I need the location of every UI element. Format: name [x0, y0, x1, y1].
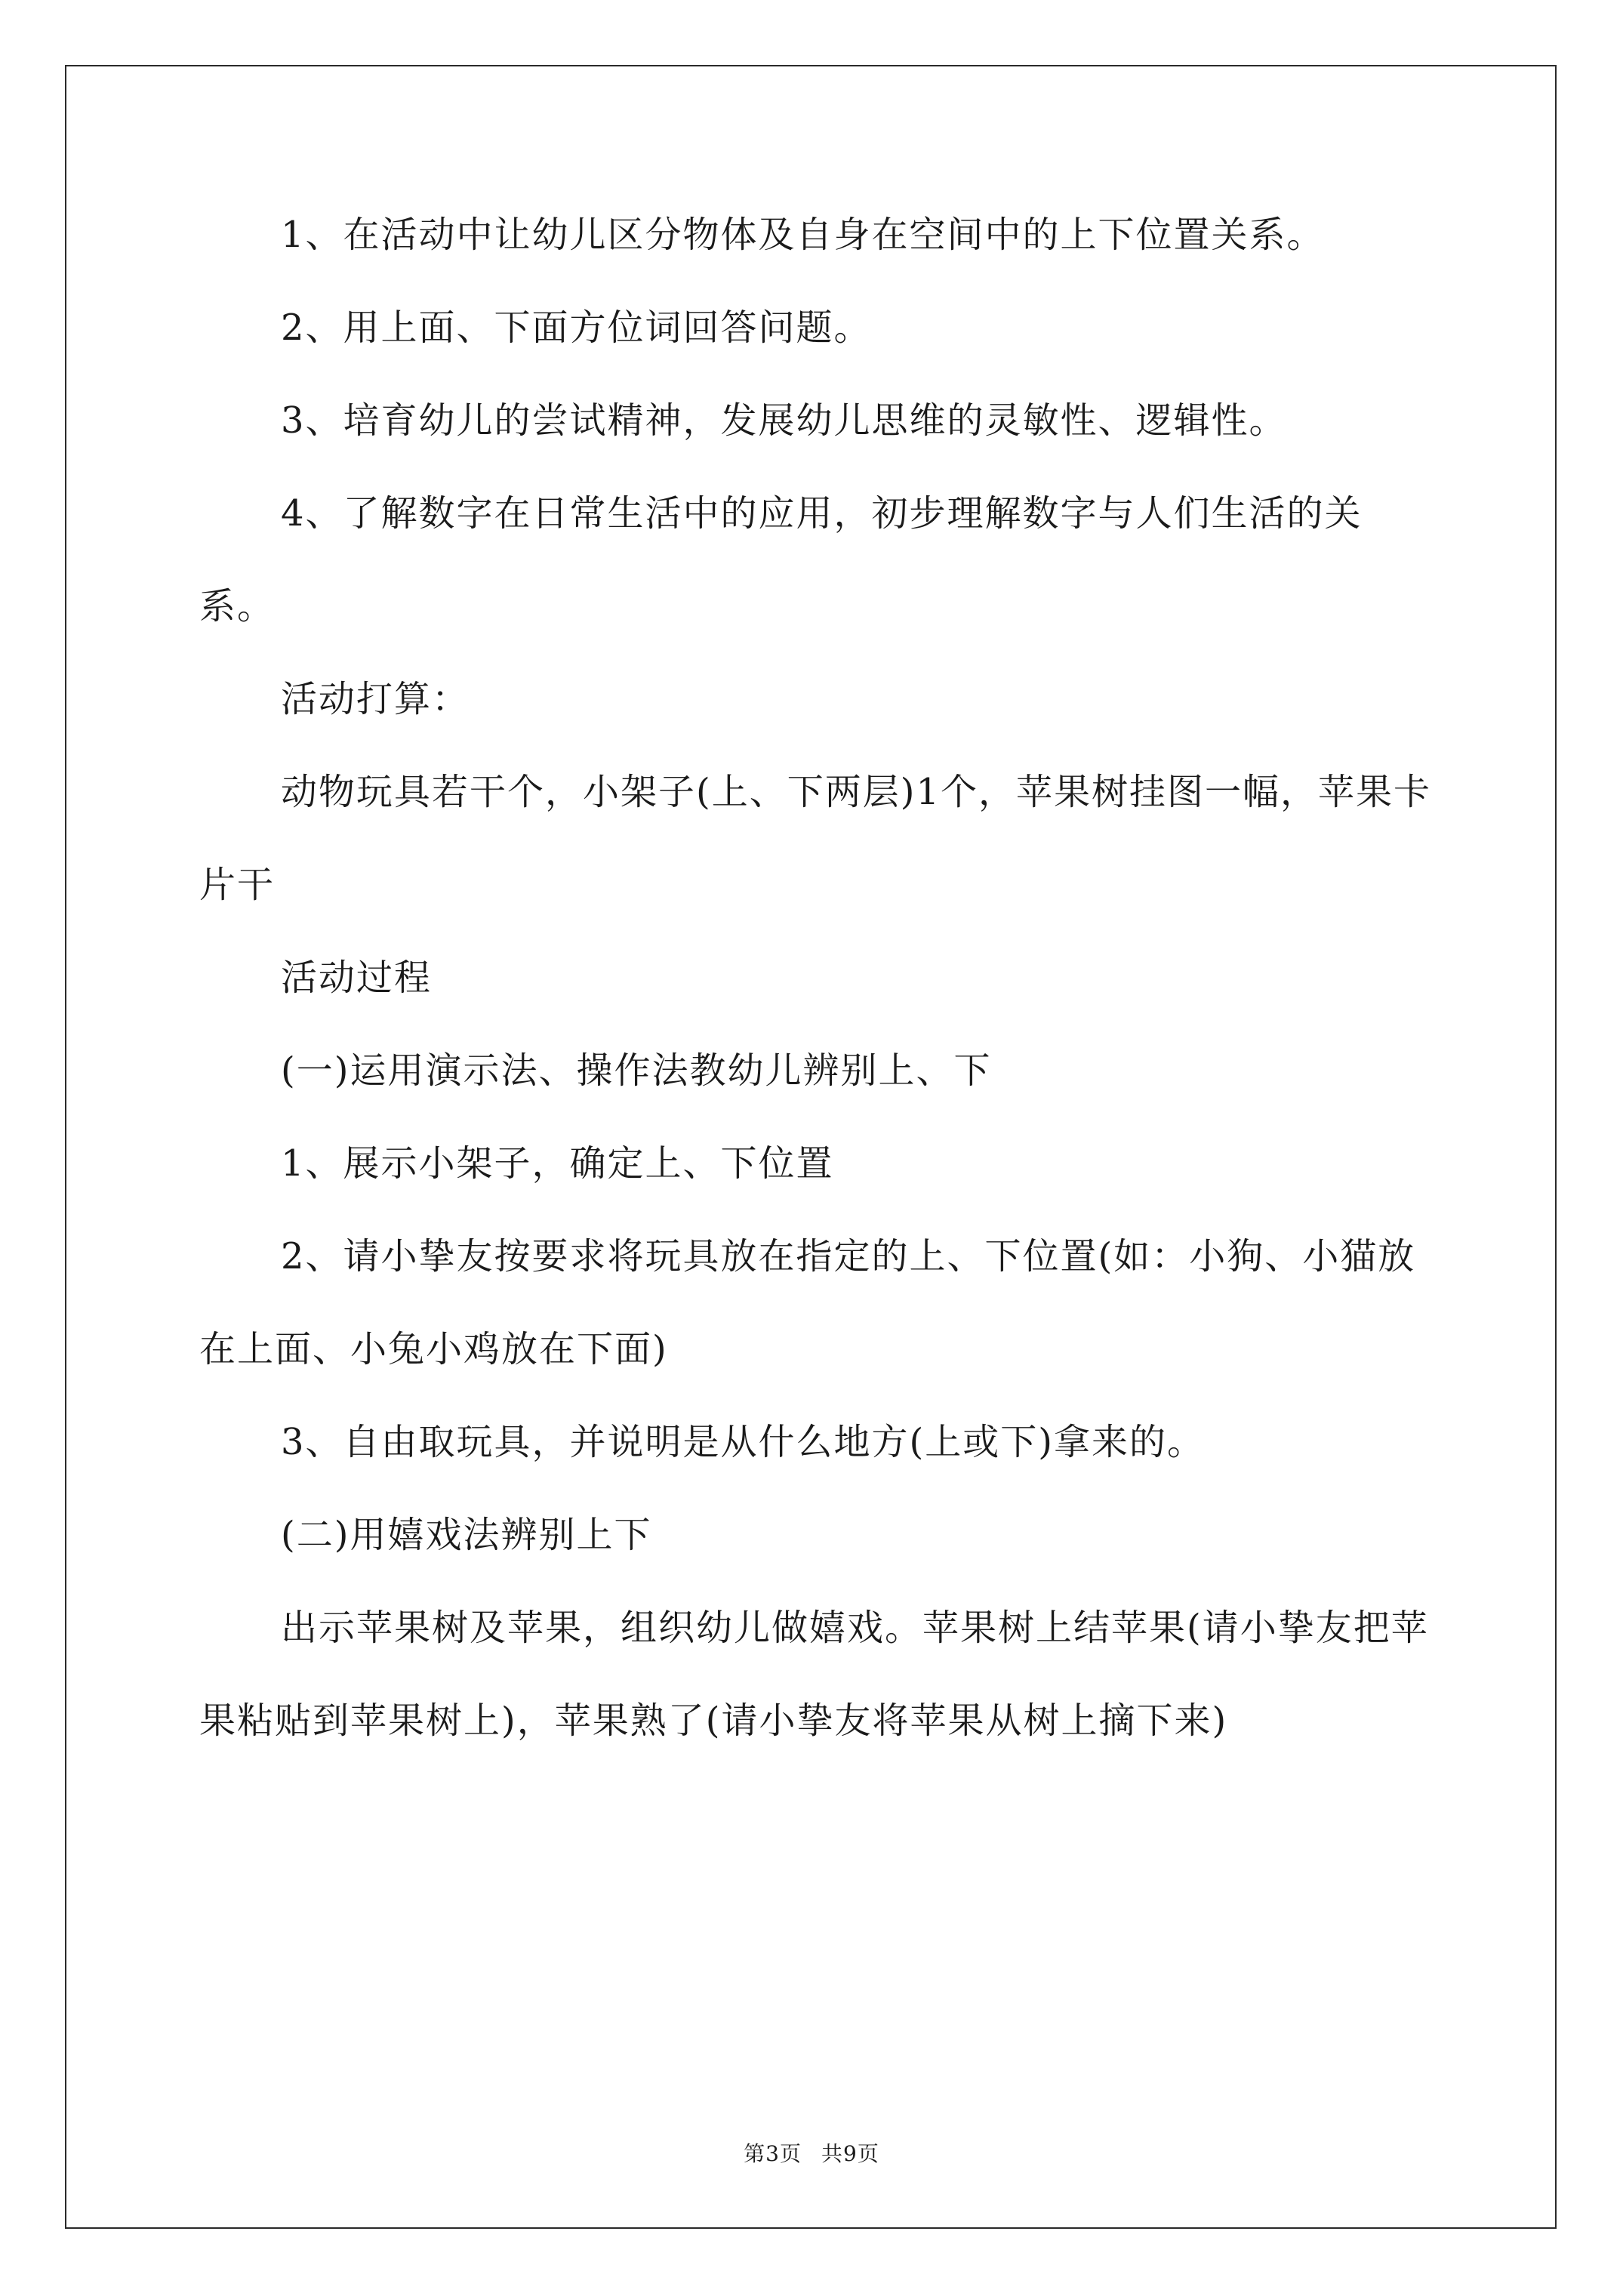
- paragraph-goal-3: 3、培育幼儿的尝试精神，发展幼儿思维的灵敏性、逻辑性。: [281, 399, 1287, 442]
- paragraph-step-2: 2、请小挚友按要求将玩具放在指定的上、下位置(如：小狗、小猫放在上面、小兔小鸡放在下面): [199, 1235, 1416, 1370]
- paragraph-game: 出示苹果树及苹果，组织幼儿做嬉戏。苹果树上结苹果(请小挚友把苹果粘贴到苹果树上)，苹果熟了(请小挚友将苹果从树上摘下来): [199, 1607, 1429, 1742]
- paragraph-goal-2: 2、用上面、下面方位词回答问题。: [281, 307, 872, 349]
- heading-part-2: (二)用嬉戏法辨别上下: [281, 1514, 652, 1556]
- paragraph-materials: 动物玩具若干个，小架子(上、下两层)1个，苹果树挂图一幅，苹果卡片干: [199, 771, 1431, 906]
- paragraph-goal-4: 4、了解数字在日常生活中的应用，初步理解数字与人们生活的关系。: [199, 492, 1363, 627]
- heading-process: 活动过程: [281, 957, 433, 999]
- heading-part-1: (一)运用演示法、操作法教幼儿辨别上、下: [281, 1049, 992, 1092]
- paragraph-step-3: 3、自由取玩具，并说明是从什么地方(上或下)拿来的。: [281, 1421, 1205, 1463]
- page-footer: [0, 2139, 1623, 2169]
- heading-preparation: 活动打算：: [281, 678, 470, 720]
- document-body: [199, 189, 1437, 1767]
- paragraph-step-1: 1、展示小架子，确定上、下位置: [281, 1142, 834, 1185]
- page-total: 共9页: [821, 2141, 879, 2166]
- paragraph-goal-1: 1、在活动中让幼儿区分物体及自身在空间中的上下位置关系。: [281, 214, 1325, 256]
- page-number: 第3页: [744, 2141, 802, 2166]
